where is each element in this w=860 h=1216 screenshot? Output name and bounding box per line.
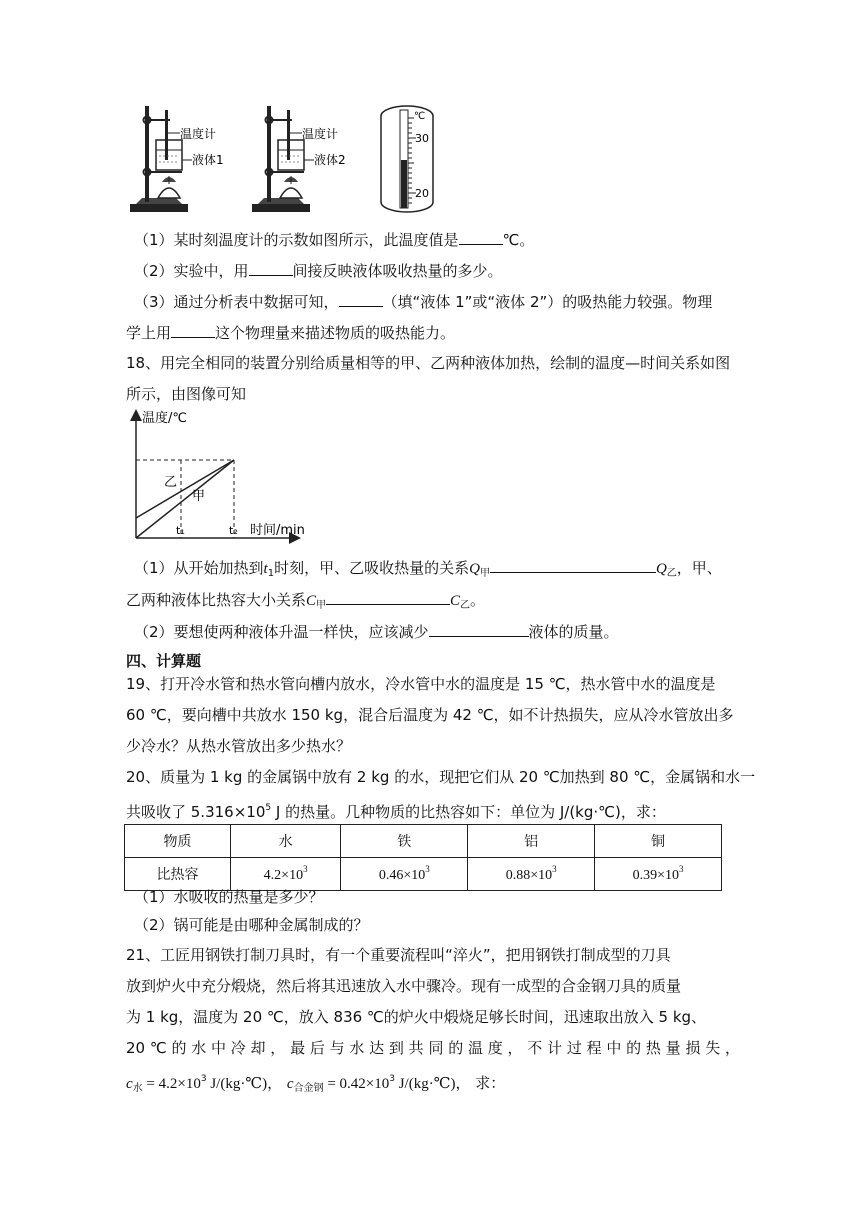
series-yi-line [136, 460, 234, 538]
c-steel-exp: 3 [389, 1074, 395, 1084]
q17-part2-text: （2）实验中，用 [134, 262, 249, 280]
q17-part1 [134, 228, 534, 251]
thermometer-label-1: 温度计 [180, 127, 217, 141]
table-row-label: 比热容 [125, 858, 231, 891]
q20-exponent: 5 [265, 803, 272, 813]
q17-part3-text-c: 学上用 [126, 324, 172, 342]
var-q-yi: Q [655, 561, 667, 577]
answer-blank[interactable] [249, 259, 293, 276]
q18-part1-text: （1）从开始加热到 [134, 559, 264, 577]
q19-line3: 少冷水？从热水管放出多少热水？ [126, 737, 352, 755]
temperature-time-graph [126, 408, 322, 548]
q20-sub1: （1）水吸收的热量是多少？ [134, 888, 324, 906]
q20-line2-text: 共吸收了 5.316×10 [126, 803, 266, 821]
q18-part1 [134, 556, 722, 585]
q17-part3-cont [126, 321, 455, 344]
q17-part1-unit: ℃。 [502, 231, 535, 249]
specific-heat-table [124, 824, 722, 891]
table-header-cell: 铁 [341, 825, 468, 858]
table-header-cell: 水 [230, 825, 340, 858]
series-jia-line [136, 460, 234, 518]
var-c-water-sub: 水 [132, 1083, 143, 1094]
q18-part1-text-d: 乙两种液体比热容大小关系 [126, 591, 307, 609]
q17-part2-text-tail: 间接反映液体吸收热量的多少。 [292, 262, 503, 280]
q17-part3-text-d: 这个物理量来描述物质的吸热能力。 [215, 324, 456, 342]
q18-part2-text-b: 液体的质量。 [528, 623, 619, 641]
q21-line1: 21、工匠用钢铁打制刀具时，有一个重要流程叫“淬火”，把用钢铁打制成型的刀具 [126, 946, 671, 964]
q18-stem-line2: 所示，由图像可知 [126, 385, 247, 403]
answer-blank[interactable] [339, 290, 383, 307]
table-header-cell: 物质 [125, 825, 231, 858]
c-water-unit: J/(kg·℃) [206, 1076, 268, 1092]
thermometer-scale-figure [378, 104, 438, 216]
answer-blank[interactable] [490, 556, 656, 573]
var-q-yi-sub: 乙 [666, 568, 677, 579]
q21-line4: 20 ℃ 的 水 中 冷 却 ， 最 后 与 水 达 到 共 同 的 温 度 ， 不 计 过 程 中 的 热 量 损 失 ， [126, 1039, 740, 1057]
c-water-value: = 4.2×10 [142, 1076, 201, 1092]
q17-part3 [134, 290, 712, 313]
table-header-cell: 铝 [468, 825, 595, 858]
table-cell: $0.46\times 10^3$ [341, 858, 468, 891]
q17-part3-text: （3）通过分析表中数据可知， [134, 293, 339, 311]
liquid-label-2: 液体2 [314, 153, 346, 167]
var-c-jia-sub: 甲 [316, 600, 327, 611]
var-c-yi: C [450, 593, 461, 609]
c-steel-value: = 0.42×10 [323, 1076, 390, 1092]
table-header-row [125, 825, 722, 858]
thermometer-tick-high: 30 [415, 132, 429, 145]
var-t-sub: 1 [267, 568, 275, 579]
answer-blank[interactable] [459, 228, 503, 245]
q20-line2-text-b: J 的热量。几种物质的比热容如下：单位为 J/(kg·℃)，求： [271, 803, 666, 821]
q20-sub2: （2）锅可能是由哪种金属制成的？ [134, 916, 369, 934]
q18-part1-text-c: ，甲、 [676, 559, 722, 577]
section-heading: 四、计算题 [126, 652, 202, 670]
answer-blank[interactable] [171, 321, 215, 338]
var-t: t [263, 561, 268, 577]
q21-line3: 为 1 kg，温度为 20 ℃，放入 836 ℃的炉火中煅烧足够长时间，迅速取出放入 5 kg、 [126, 1008, 707, 1026]
answer-blank[interactable] [429, 620, 529, 637]
var-q-jia-sub: 甲 [479, 568, 490, 579]
var-q-jia: Q [469, 561, 480, 577]
thermometer-tick-low: 20 [415, 187, 429, 200]
c-steel-unit: J/(kg·℃) [394, 1076, 456, 1092]
q18-part1-cont: 乙两种液体比热容大小关系$C_甲$ $C_乙$。 [126, 588, 485, 617]
q20-line1: 20、质量为 1 kg 的金属锅中放有 2 kg 的水，现把它们从 20 ℃加热到 80 ℃，金属锅和水一 [126, 768, 756, 786]
var-c-water: c [126, 1076, 133, 1092]
q21-tail: ， 求： [455, 1074, 506, 1092]
q17-part2 [134, 259, 503, 282]
table-cell: $4.2\times 10^3$ [230, 858, 340, 891]
tick-label-t1: t₁ [176, 524, 185, 537]
q18-stem-line1: 18、用完全相同的装置分别给质量相等的甲、乙两种液体加热，绘制的温度—时间关系如图 [126, 354, 731, 372]
q17-part3-text-tail: （填“液体 1”或“液体 2”）的吸热能力较强。物理 [382, 293, 713, 311]
q20-line2 [126, 797, 666, 823]
q19-line1: 19、打开冷水管和热水管向槽内放水，冷水管中水的温度是 15 ℃，热水管中水的温度是 [126, 675, 716, 693]
series-label-jia: 甲 [192, 489, 206, 504]
table-cell: $0.88\times 10^3$ [468, 858, 595, 891]
answer-blank[interactable] [326, 588, 450, 605]
q18-part2-text: （2）要想使两种液体升温一样快，应该减少 [134, 623, 429, 641]
q17-part1-text: （1）某时刻温度计的示数如图所示，此温度值是 [134, 231, 459, 249]
q21-line5: $c_水 = 4.2\times 10^3$ J/(kg·℃)， $c_{合金钢} = 0.42\times 10^3$ J/(kg·℃)， 求： [126, 1074, 506, 1094]
y-axis-label: 温度/℃ [142, 411, 187, 426]
table-header-cell: 铜 [595, 825, 722, 858]
var-c-steel-sub: 合金钢 [293, 1083, 324, 1094]
thermometer-label-2: 温度计 [302, 127, 339, 141]
apparatus-figure-1 [128, 100, 248, 218]
apparatus-figure-2 [250, 100, 370, 218]
var-c-steel: c [286, 1076, 294, 1092]
thermometer-unit: ℃ [414, 111, 426, 122]
x-axis-label: 时间/min [250, 523, 305, 538]
tick-label-t2: t₂ [229, 524, 238, 537]
c-water-exp: 3 [200, 1074, 207, 1084]
series-label-yi: 乙 [164, 475, 178, 490]
table-cell: $0.39\times 10^3$ [595, 858, 722, 891]
q21-line2: 放到炉火中充分煅烧，然后将其迅速放入水中骤冷。现有一成型的合金钢刀具的质量 [126, 977, 682, 995]
var-c-yi-sub: 乙 [460, 600, 471, 611]
liquid-label-1: 液体1 [192, 153, 224, 167]
q18-part2 [134, 620, 619, 643]
var-c-jia: C [306, 593, 317, 609]
q18-part1-text-b: 时刻，甲、乙吸收热量的关系 [274, 559, 470, 577]
q19-line2: 60 ℃，要向槽中共放水 150 kg，混合后温度为 42 ℃，如不计热损失，应从冷水管放出多 [126, 706, 734, 724]
